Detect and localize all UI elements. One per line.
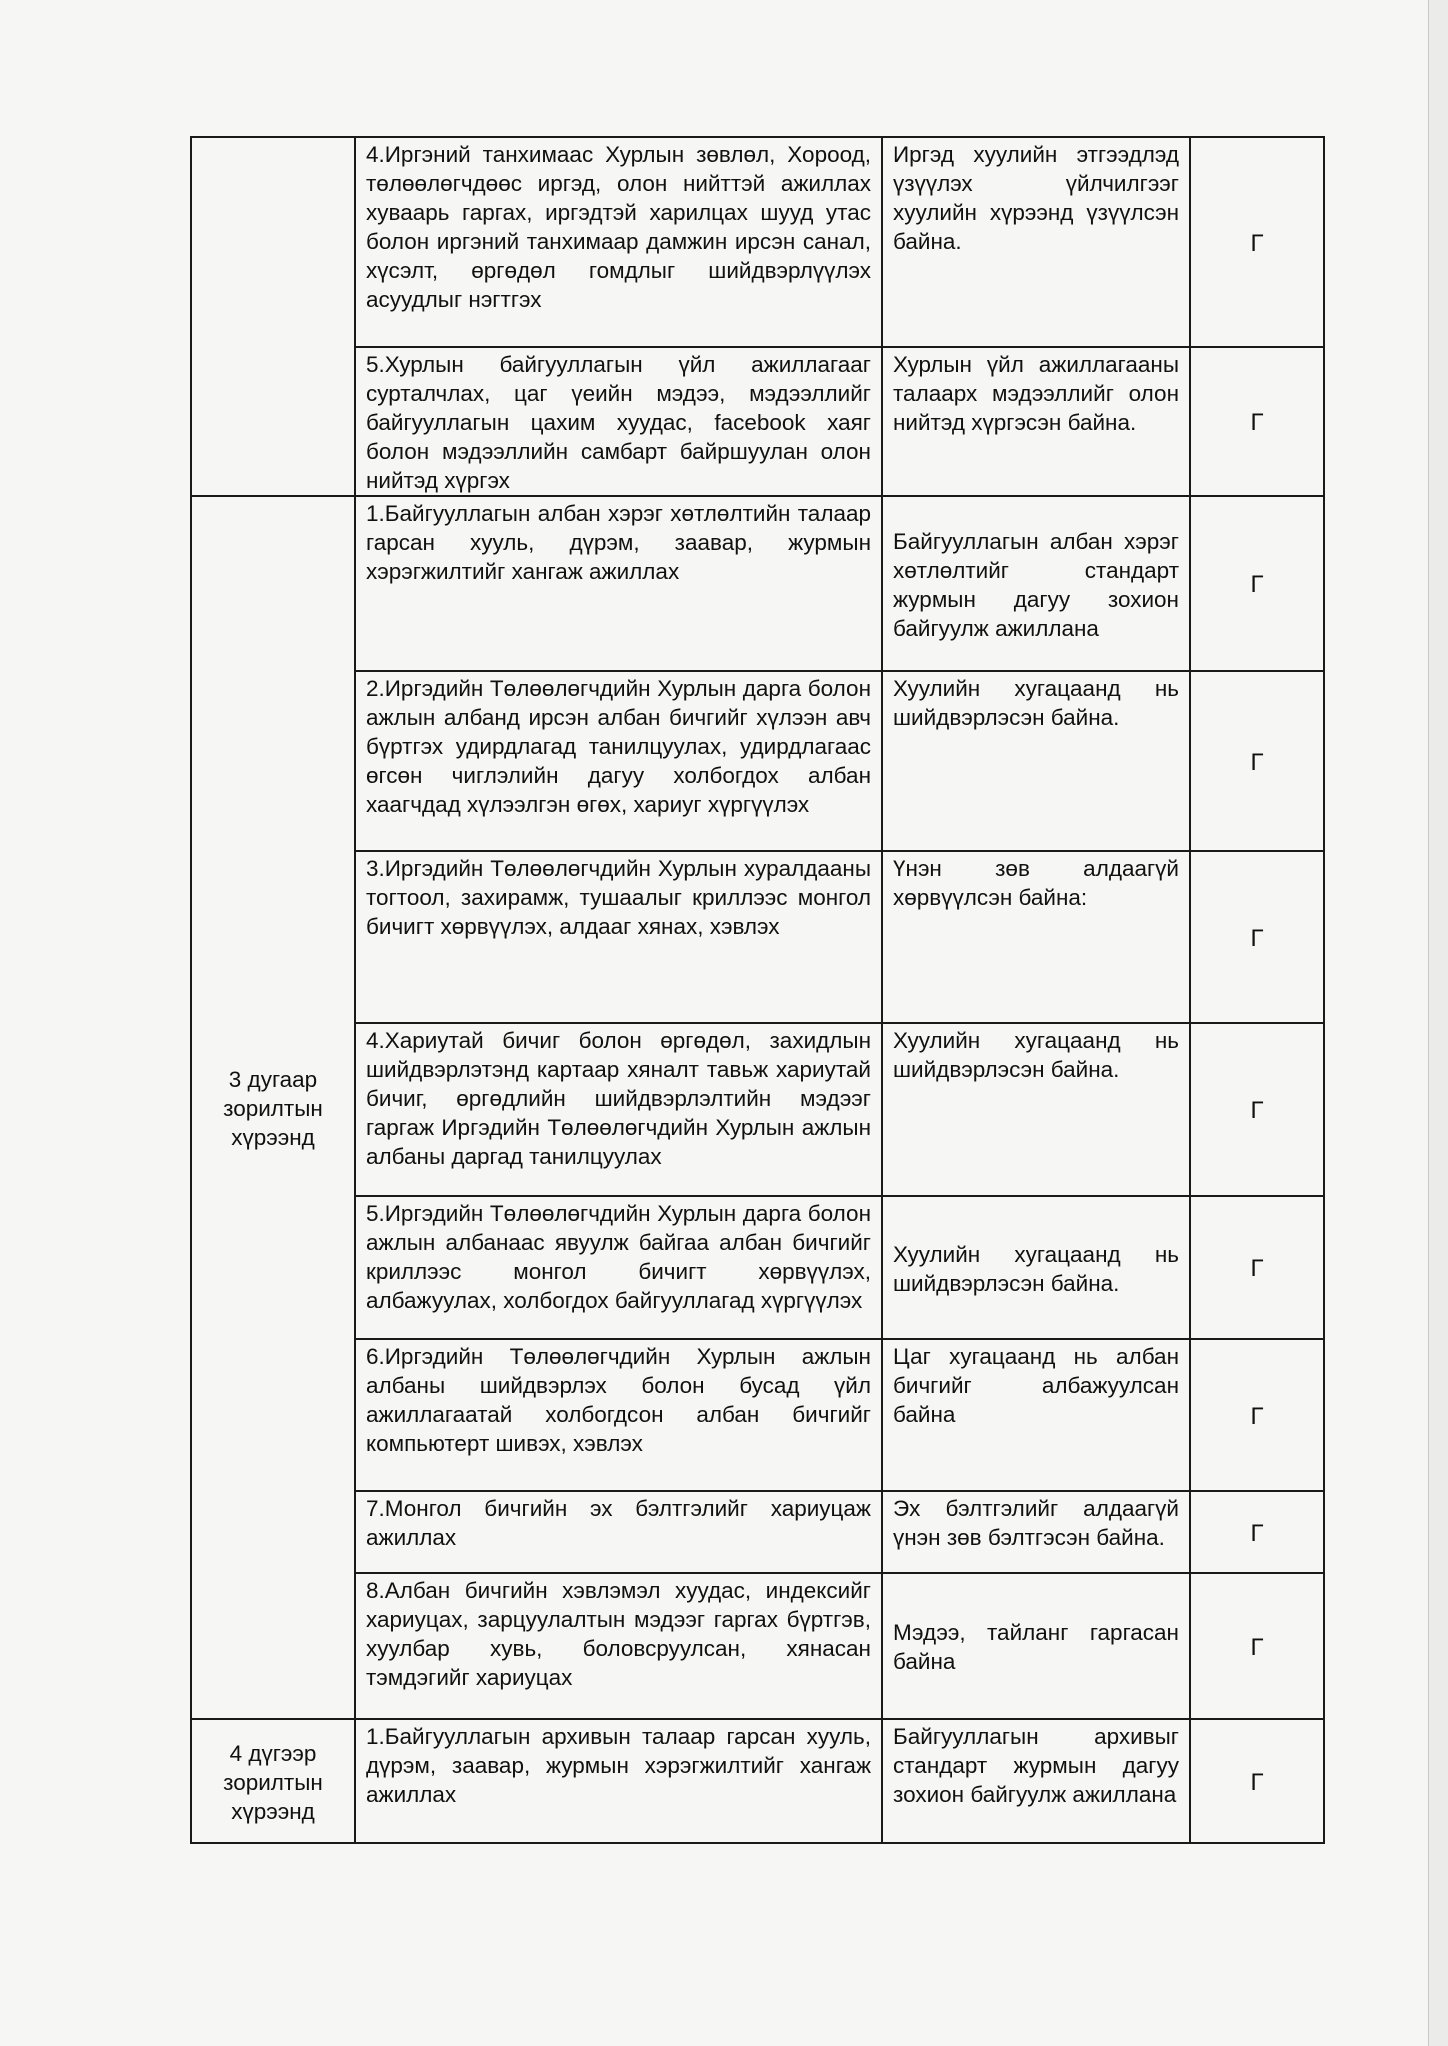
result-cell: Хуулийн хугацаанд нь шийдвэрлэсэн байна. xyxy=(882,1196,1190,1339)
table-row xyxy=(191,1719,1324,1843)
result-cell: Эх бэлтгэлийг алдаагүй үнэн зөв бэлтгэсэн байна. xyxy=(882,1491,1190,1573)
mark-cell: Г xyxy=(1190,1196,1324,1339)
table-row xyxy=(191,137,1324,347)
mark-cell: Г xyxy=(1190,851,1324,1023)
result-cell: Мэдээ, тайланг гаргасан байна xyxy=(882,1573,1190,1719)
task-cell: 5.Хурлын байгууллагын үйл ажиллагааг сурталчлах, цаг үеийн мэдээ, мэдээллийг байгууллагын цахим хуудас, facebook хаяг болон мэдээллийн самбарт байршуулан олон нийтэд хүргэх xyxy=(355,347,882,496)
mark-cell: Г xyxy=(1190,1023,1324,1196)
table-row xyxy=(191,1491,1324,1573)
result-cell: Хуулийн хугацаанд нь шийдвэрлэсэн байна. xyxy=(882,1023,1190,1196)
mark-cell: Г xyxy=(1190,1339,1324,1491)
result-cell: Байгууллагын албан хэрэг хөтлөлтийг стандарт журмын дагуу зохион байгуулж ажиллана xyxy=(882,496,1190,671)
table-row xyxy=(191,671,1324,851)
goal-cell: 3 дугаар зорилтын хүрээнд xyxy=(191,496,355,1719)
mark-cell: Г xyxy=(1190,671,1324,851)
underlying-page-edge xyxy=(1428,0,1448,2046)
result-cell: Цаг хугацаанд нь албан бичгийг албажуулсан байна xyxy=(882,1339,1190,1491)
task-cell: 7.Монгол бичгийн эх бэлтгэлийг хариуцаж ажиллах xyxy=(355,1491,882,1573)
task-cell: 1.Байгууллагын албан хэрэг хөтлөлтийн талаар гарсан хууль, дүрэм, заавар, журмын хэрэгжилтийг хангаж ажиллах xyxy=(355,496,882,671)
goal-cell: 4 дүгээр зорилтын хүрээнд xyxy=(191,1719,355,1843)
result-cell: Үнэн зөв алдаагүй хөрвүүлсэн байна: xyxy=(882,851,1190,1023)
task-cell: 8.Албан бичгийн хэвлэмэл хуудас, индексийг хариуцах, зарцуулалтын мэдээг гаргах бүртгэв, хуулбар хувь, боловсруулсан, хянасан тэмдэгийг хариуцах xyxy=(355,1573,882,1719)
task-cell: 6.Иргэдийн Төлөөлөгчдийн Хурлын ажлын албаны шийдвэрлэх болон бусад үйл ажиллагаатай холбогдсон албан бичгийг компьютерт шивэх, хэвлэх xyxy=(355,1339,882,1491)
mark-cell: Г xyxy=(1190,1719,1324,1843)
plan-table xyxy=(190,136,1325,1844)
task-cell: 4.Хариутай бичиг болон өргөдөл, захидлын шийдвэрлэтэнд картаар хяналт тавьж хариутай бичиг, өргөдлийн шийдвэрлэлтийн мэдээг гаргаж Иргэдийн Төлөөлөгчдийн Хурлын ажлын албаны даргад танилцуулах xyxy=(355,1023,882,1196)
result-cell: Хуулийн хугацаанд нь шийдвэрлэсэн байна. xyxy=(882,671,1190,851)
result-cell: Хурлын үйл ажиллагааны талаарх мэдээллийг олон нийтэд хүргэсэн байна. xyxy=(882,347,1190,496)
table-row xyxy=(191,851,1324,1023)
result-cell: Байгууллагын архивыг стандарт журмын дагуу зохион байгуулж ажиллана xyxy=(882,1719,1190,1843)
mark-cell: Г xyxy=(1190,1491,1324,1573)
table-row xyxy=(191,496,1324,671)
table-row xyxy=(191,1196,1324,1339)
table-row xyxy=(191,1573,1324,1719)
task-cell: 3.Иргэдийн Төлөөлөгчдийн Хурлын хуралдааны тогтоол, захирамж, тушаалыг криллээс монгол бичигт хөрвүүлэх, алдааг хянах, хэвлэх xyxy=(355,851,882,1023)
task-cell: 5.Иргэдийн Төлөөлөгчдийн Хурлын дарга болон ажлын албанаас явуулж байгаа албан бичгийг криллээс монгол бичигт хөрвүүлэх, албажуулах, холбогдох байгууллагад хүргүүлэх xyxy=(355,1196,882,1339)
table-row xyxy=(191,347,1324,496)
task-cell: 1.Байгууллагын архивын талаар гарсан хууль, дүрэм, заавар, журмын хэрэгжилтийг хангаж ажиллах xyxy=(355,1719,882,1843)
task-cell: 2.Иргэдийн Төлөөлөгчдийн Хурлын дарга болон ажлын албанд ирсэн албан бичгийг хүлээн авч бүртгэх удирдлагад танилцуулах, удирдлагаас өгсөн чиглэлийн дагуу холбогдох албан хаагчдад хүлээлгэн өгөх, хариуг хүргүүлэх xyxy=(355,671,882,851)
table-row xyxy=(191,1023,1324,1196)
mark-cell: Г xyxy=(1190,496,1324,671)
result-cell: Иргэд хуулийн этгээдлэд үзүүлэх үйлчилгээг хуулийн хүрээнд үзүүлсэн байна. xyxy=(882,137,1190,347)
goal-cell xyxy=(191,137,355,496)
mark-cell: Г xyxy=(1190,137,1324,347)
mark-cell: Г xyxy=(1190,1573,1324,1719)
task-cell: 4.Иргэний танхимаас Хурлын зөвлөл, Хороод, төлөөлөгчдөөс иргэд, олон нийттэй ажиллах хуваарь гаргах, иргэдтэй харилцах шууд утас болон иргэний танхимаар дамжин ирсэн санал, хүсэлт, өргөдөл гомдлыг шийдвэрлүүлэх асуудлыг нэгтгэх xyxy=(355,137,882,347)
mark-cell: Г xyxy=(1190,347,1324,496)
table-row xyxy=(191,1339,1324,1491)
